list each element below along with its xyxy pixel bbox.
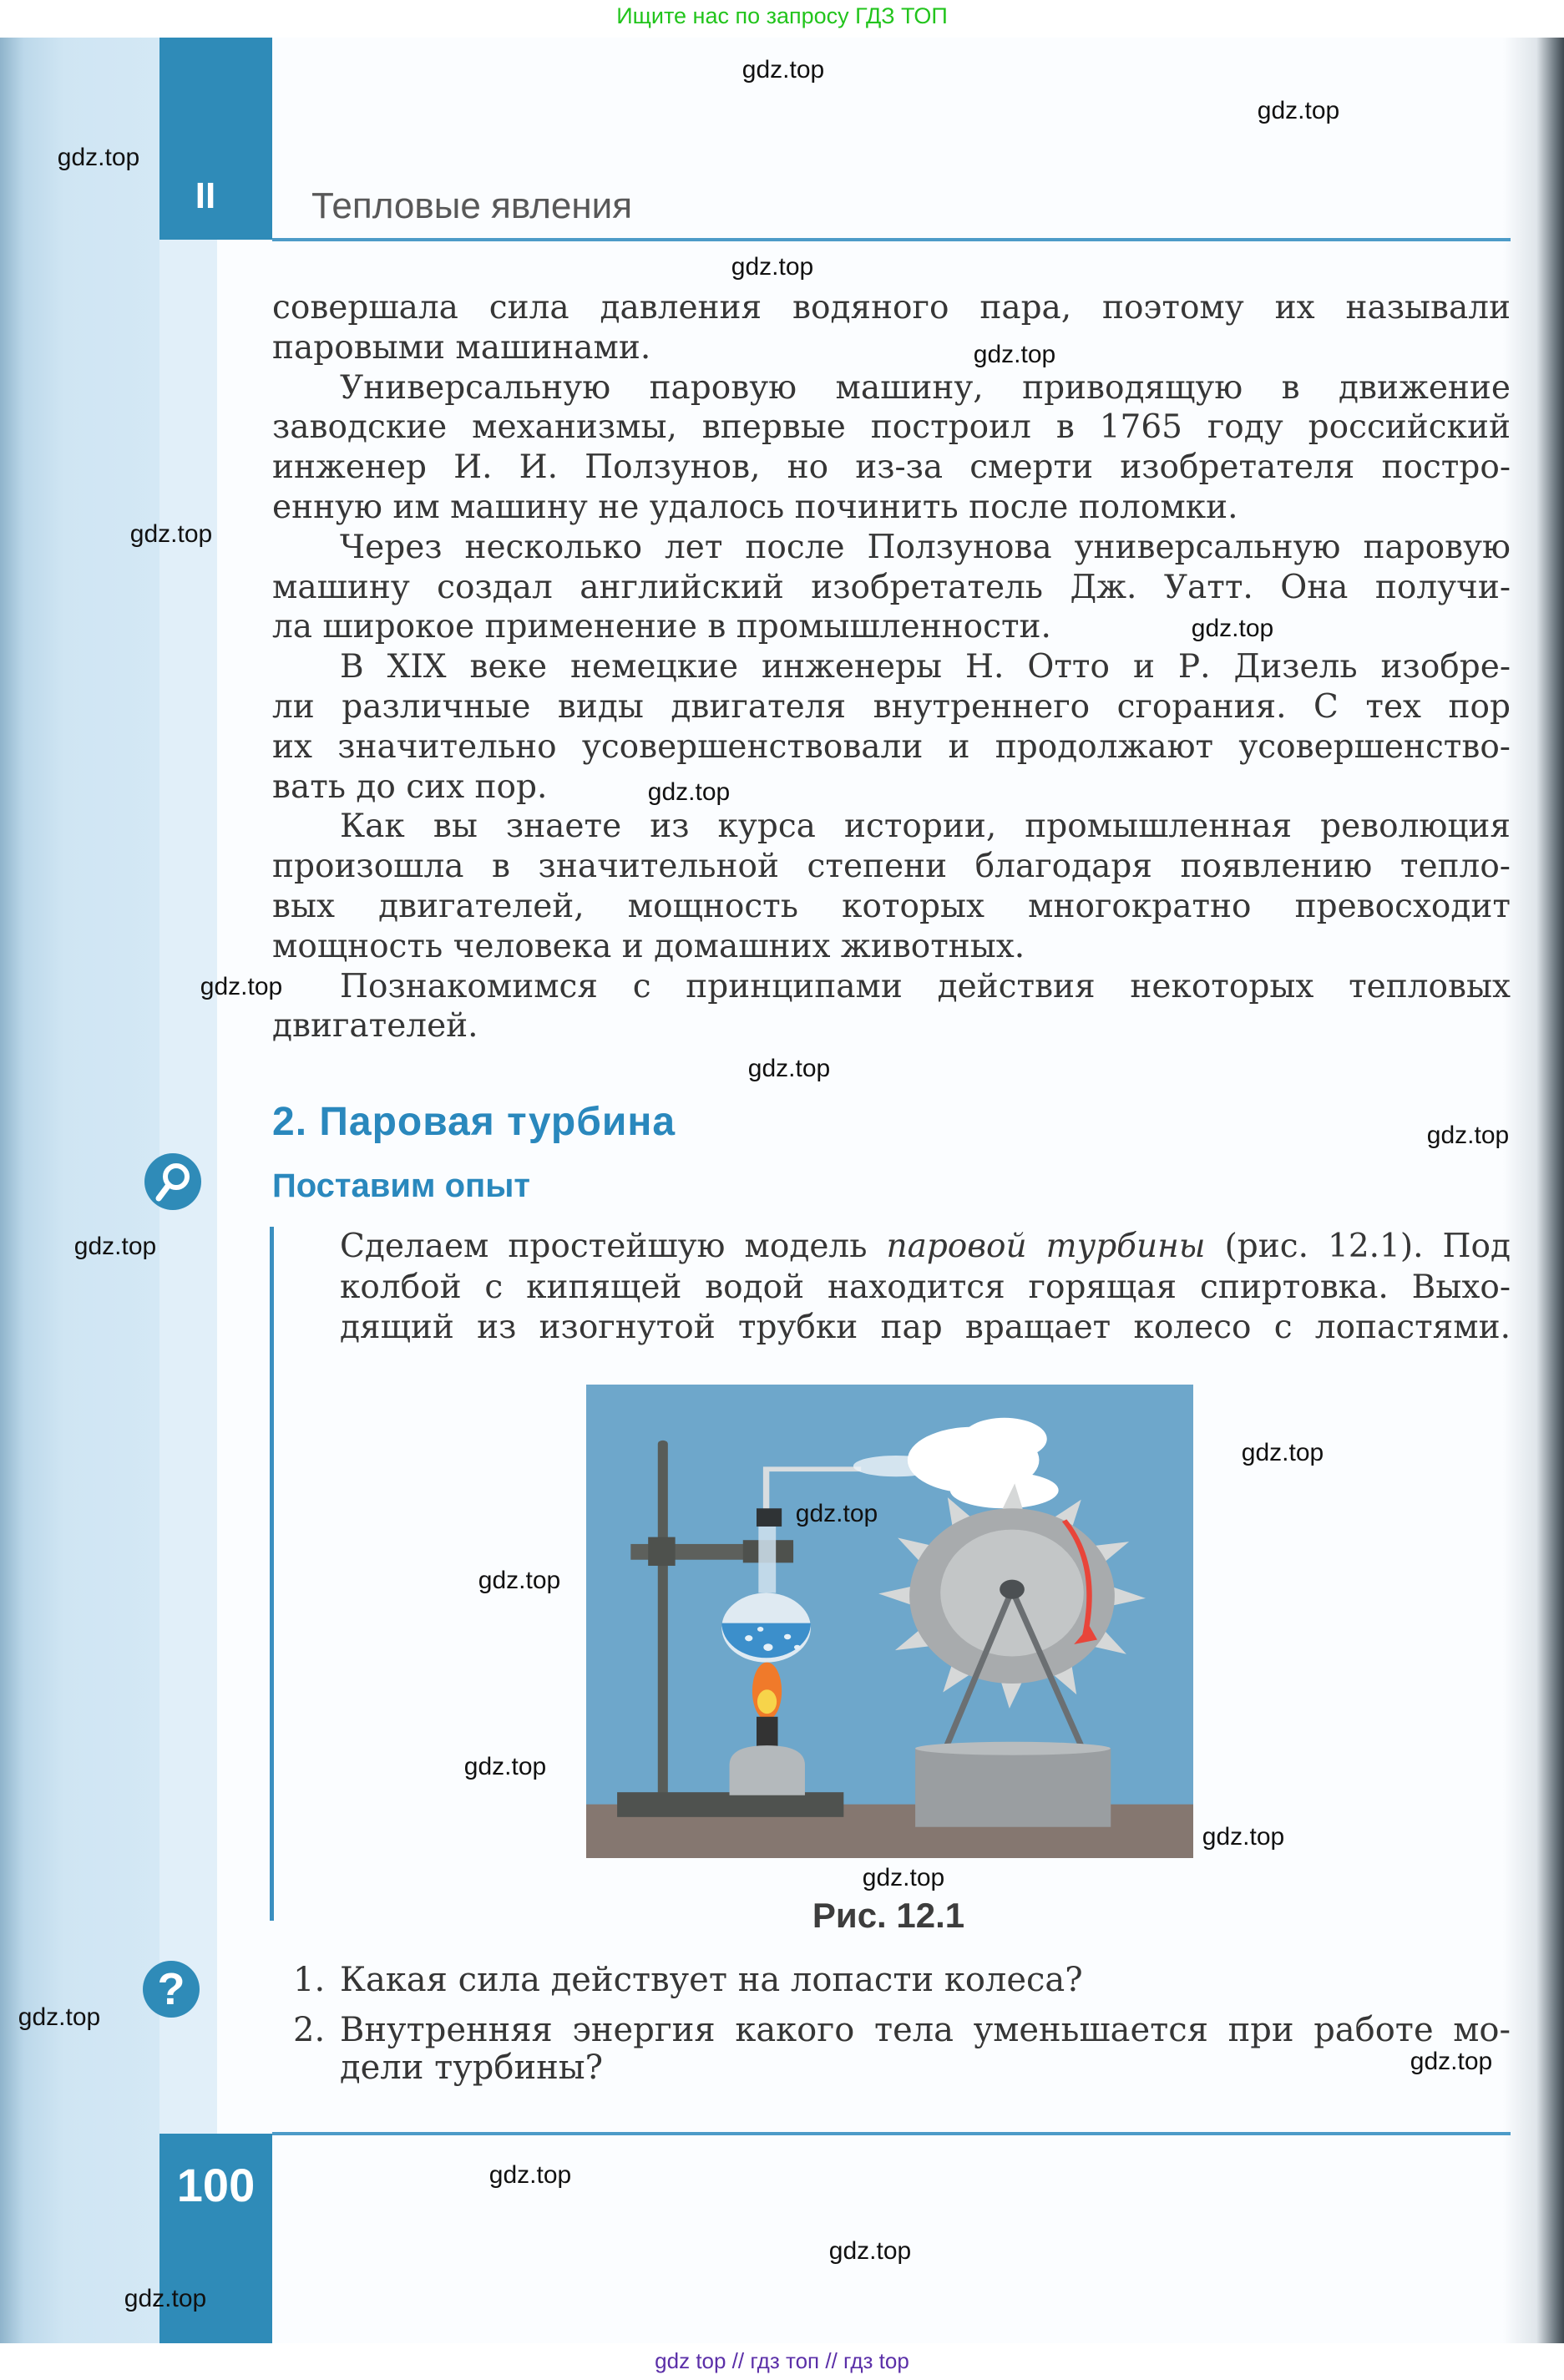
paragraph-line: Через несколько лет после Ползунова универсальную паровую bbox=[340, 528, 1511, 566]
watermark: gdz.top bbox=[463, 1753, 547, 1780]
watermark: gdz.top bbox=[1257, 97, 1340, 124]
watermark: gdz.top bbox=[488, 2161, 572, 2189]
watermark: gdz.top bbox=[1426, 1122, 1510, 1149]
experiment-line bbox=[340, 1227, 1511, 1267]
question-text: Внутренняя энергия какого тела уменьшается при работе мо- bbox=[340, 2011, 1511, 2049]
footer-rule bbox=[272, 2132, 1511, 2135]
question-icon: ? bbox=[143, 1961, 200, 2018]
watermark: gdz.top bbox=[828, 2237, 912, 2265]
question-number: 2. bbox=[293, 2011, 326, 2049]
turbine-base bbox=[915, 1742, 1111, 1827]
watermark: gdz.top bbox=[124, 2285, 207, 2312]
experiment-bar bbox=[270, 1227, 274, 1921]
watermark: gdz.top bbox=[200, 973, 283, 1000]
paragraph-line: двигателей. bbox=[272, 1007, 478, 1046]
question-text: Какая сила действует на лопасти колеса? bbox=[340, 1961, 1083, 1999]
paragraph-line: ла широкое применение в промышленности. bbox=[272, 608, 1051, 646]
term-italic: паровой турбины bbox=[886, 1228, 1206, 1265]
experiment-line: дящий из изогнутой трубки пар вращает колесо с лопастями. bbox=[340, 1309, 1511, 1346]
watermark: gdz.top bbox=[73, 1233, 157, 1260]
watermark: gdz.top bbox=[478, 1567, 561, 1594]
magnifier-icon bbox=[144, 1153, 201, 1210]
paragraph-line: паровыми машинами. bbox=[272, 328, 651, 367]
question-number: 1. bbox=[293, 1961, 326, 1999]
paragraph-line: енную им машину не удалось починить после поломки. bbox=[272, 489, 1238, 526]
footer-links[interactable]: gdz top // гдз топ // гдз top bbox=[655, 2348, 909, 2373]
section-subtitle: Поставим опыт bbox=[272, 1167, 530, 1204]
text: Сделаем простейшую модель bbox=[340, 1228, 887, 1265]
watermark: gdz.top bbox=[731, 253, 814, 281]
chapter-number: II bbox=[195, 175, 216, 216]
paragraph-line: В XIX веке немецкие инженеры Н. Отто и Р. Дизель изобре- bbox=[340, 648, 1511, 686]
paragraph-line: совершала сила давления водяного пара, поэтому их называли bbox=[272, 289, 1511, 327]
watermark: gdz.top bbox=[747, 1055, 831, 1082]
question-text: дели турбины? bbox=[340, 2048, 604, 2087]
paragraph-line: произошла в значительной степени благодаря появлению тепло- bbox=[272, 848, 1511, 886]
paragraph-line: мощность человека и домашних животных. bbox=[272, 927, 1025, 965]
paragraph-line: вых двигателей, мощность которых многократно превосходит bbox=[272, 888, 1511, 925]
watermark: gdz.top bbox=[18, 2003, 101, 2031]
banner-text[interactable]: Ищите нас по запросу ГДЗ ТОП bbox=[616, 3, 948, 28]
section-title: 2. Паровая турбина bbox=[272, 1100, 676, 1144]
watermark: gdz.top bbox=[129, 520, 213, 548]
watermark: gdz.top bbox=[1191, 615, 1274, 642]
watermark: gdz.top bbox=[742, 56, 825, 84]
watermark: gdz.top bbox=[57, 144, 140, 171]
experiment-line: колбой с кипящей водой находится горящая спиртовка. Выхо- bbox=[340, 1268, 1511, 1306]
watermark: gdz.top bbox=[973, 341, 1056, 368]
steam-turbine-figure bbox=[586, 1385, 1193, 1858]
paragraph-line: вать до сих пор. bbox=[272, 767, 548, 806]
text: (рис. 12.1). Под bbox=[1205, 1228, 1511, 1265]
header-rule bbox=[272, 238, 1511, 241]
watermark: gdz.top bbox=[1241, 1439, 1324, 1466]
paragraph-line: их значительно усовершенствовали и продолжают усовершенство- bbox=[272, 727, 1511, 766]
watermark: gdz.top bbox=[862, 1864, 945, 1891]
chapter-title: Тепловые явления bbox=[311, 185, 633, 226]
watermark: gdz.top bbox=[795, 1500, 878, 1527]
left-margin-strip bbox=[0, 38, 159, 2343]
figure-caption: Рис. 12.1 bbox=[812, 1896, 965, 1935]
paragraph-line: Универсальную паровую машину, приводящую в движение bbox=[340, 368, 1511, 407]
paragraph-line: заводские механизмы, впервые построил в 1765 году российский bbox=[272, 408, 1511, 447]
paragraph-line: ли различные виды двигателя внутреннего сгорания. С тех пор bbox=[272, 688, 1511, 726]
watermark: gdz.top bbox=[1202, 1823, 1285, 1851]
watermark: gdz.top bbox=[647, 778, 731, 806]
page-number: 100 bbox=[176, 2159, 256, 2211]
paragraph-line: инженер И. И. Ползунов, но из-за смерти изобретателя постро- bbox=[272, 448, 1511, 487]
paragraph-line: Познакомимся с принципами действия некоторых тепловых bbox=[340, 967, 1511, 1005]
paragraph-line: машину создал английский изобретатель Дж. Уатт. Она получи- bbox=[272, 568, 1511, 606]
paragraph-line: Как вы знаете из курса истории, промышленная революция bbox=[340, 808, 1511, 846]
page-binding-shadow bbox=[1503, 38, 1564, 2343]
watermark: gdz.top bbox=[1410, 2048, 1493, 2075]
